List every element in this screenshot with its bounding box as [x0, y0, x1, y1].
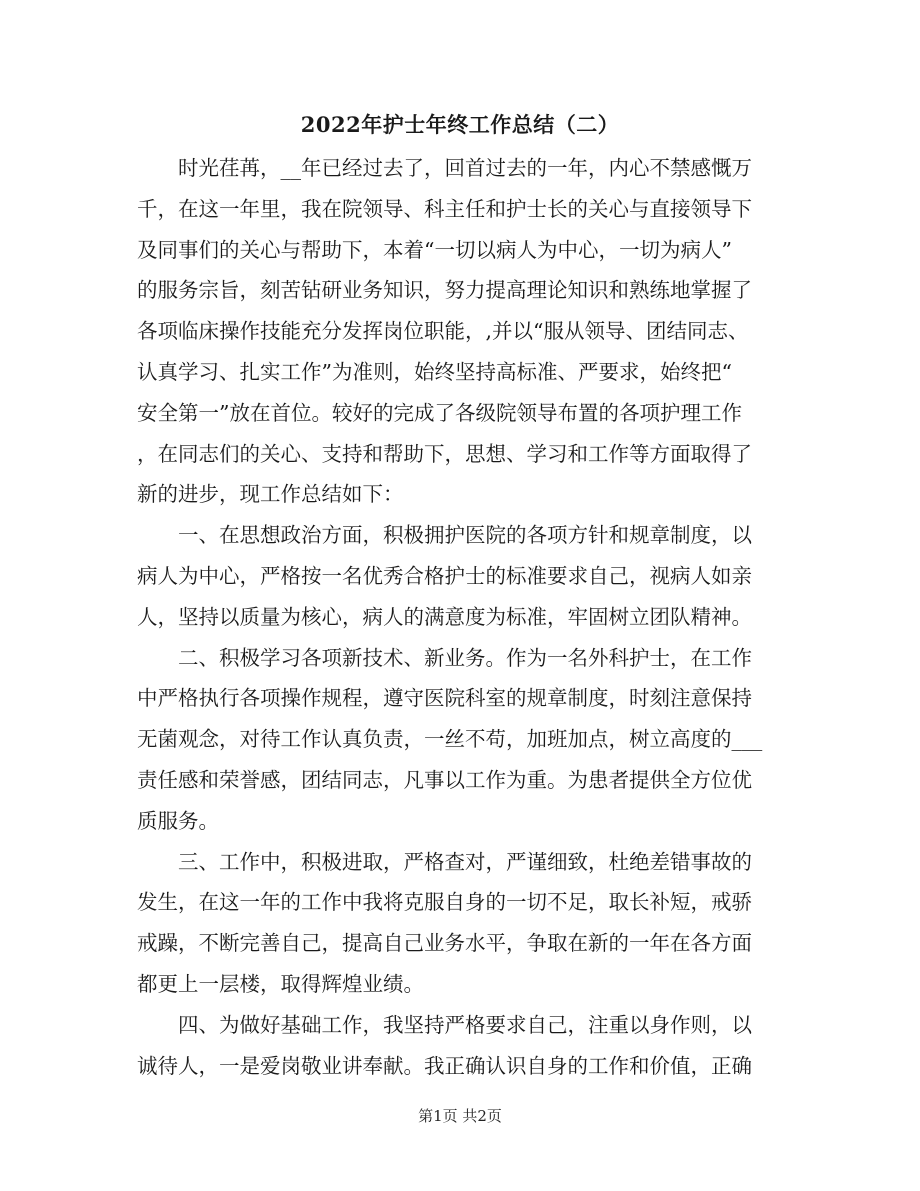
text-line: ，在同志们的关心、支持和帮助下，思想、学习和工作等方面取得了	[137, 441, 752, 466]
paragraph	[137, 842, 787, 1005]
page-number: 第1页 共2页	[418, 1107, 502, 1125]
text-line: 人，坚持以质量为核心，病人的满意度为标准，牢固树立团队精神。	[137, 604, 752, 629]
text-line: 诚待人，一是爱岗敬业讲奉献。我正确认识自身的工作和价值，正确	[137, 1053, 752, 1078]
text-line: 时光荏苒，__年已经过去了，回首过去的一年，内心不禁感慨万	[137, 156, 752, 180]
text-line: 及同事们的关心与帮助下，本着“一切以病人为中心，一切为病人”	[137, 237, 732, 262]
text-line: 中严格执行各项操作规程，遵守医院科室的规章制度，时刻注意保持	[137, 686, 752, 711]
paragraph	[137, 515, 787, 637]
document-title: 2022年护士年终工作总结（二）	[300, 112, 620, 137]
text-line: 质服务。	[137, 808, 219, 833]
text-line: 认真学习、扎实工作”为准则，始终坚持高标准、严要求，始终把“	[137, 359, 732, 384]
document-body	[137, 148, 787, 1086]
text-line: 四、为做好基础工作，我坚持严格要求自己，注重以身作则，以	[137, 1012, 752, 1037]
text-line: 各项临床操作技能充分发挥岗位职能，,并以“服从领导、团结同志、	[137, 319, 749, 344]
text-line: 病人为中心，严格按一名优秀合格护士的标准要求自己，视病人如亲	[137, 563, 752, 588]
text-line: 无菌观念，对待工作认真负责，一丝不苟，加班加点，树立高度的___	[137, 727, 763, 752]
text-line: 的服务宗旨，刻苦钻研业务知识，努力提高理论知识和熟练地掌握了	[137, 278, 752, 303]
text-line: 一、在思想政治方面，积极拥护医院的各项方针和规章制度，以	[137, 523, 752, 548]
paragraph	[137, 638, 787, 842]
text-line: 千，在这一年里，我在院领导、科主任和护士长的关心与直接领导下	[137, 196, 752, 221]
text-line: 二、积极学习各项新技术、新业务。作为一名外科护士，在工作	[137, 645, 752, 670]
text-line: 新的进步，现工作总结如下：	[137, 482, 404, 507]
text-line: 戒躁，不断完善自己，提高自己业务水平，争取在新的一年在各方面	[137, 931, 752, 956]
text-line: 三、工作中，积极进取，严格查对，严谨细致，杜绝差错事故的	[137, 849, 752, 874]
text-line: 发生，在这一年的工作中我将克服自身的一切不足，取长补短，戒骄	[137, 890, 752, 915]
paragraph	[137, 1005, 787, 1087]
paragraph	[137, 148, 787, 515]
text-line: 安全第一”放在首位。较好的完成了各级院领导布置的各项护理工作	[137, 400, 742, 425]
text-line: 都更上一层楼，取得辉煌业绩。	[137, 971, 424, 996]
text-line: 责任感和荣誉感，团结同志，凡事以工作为重。为患者提供全方位优	[137, 767, 752, 792]
